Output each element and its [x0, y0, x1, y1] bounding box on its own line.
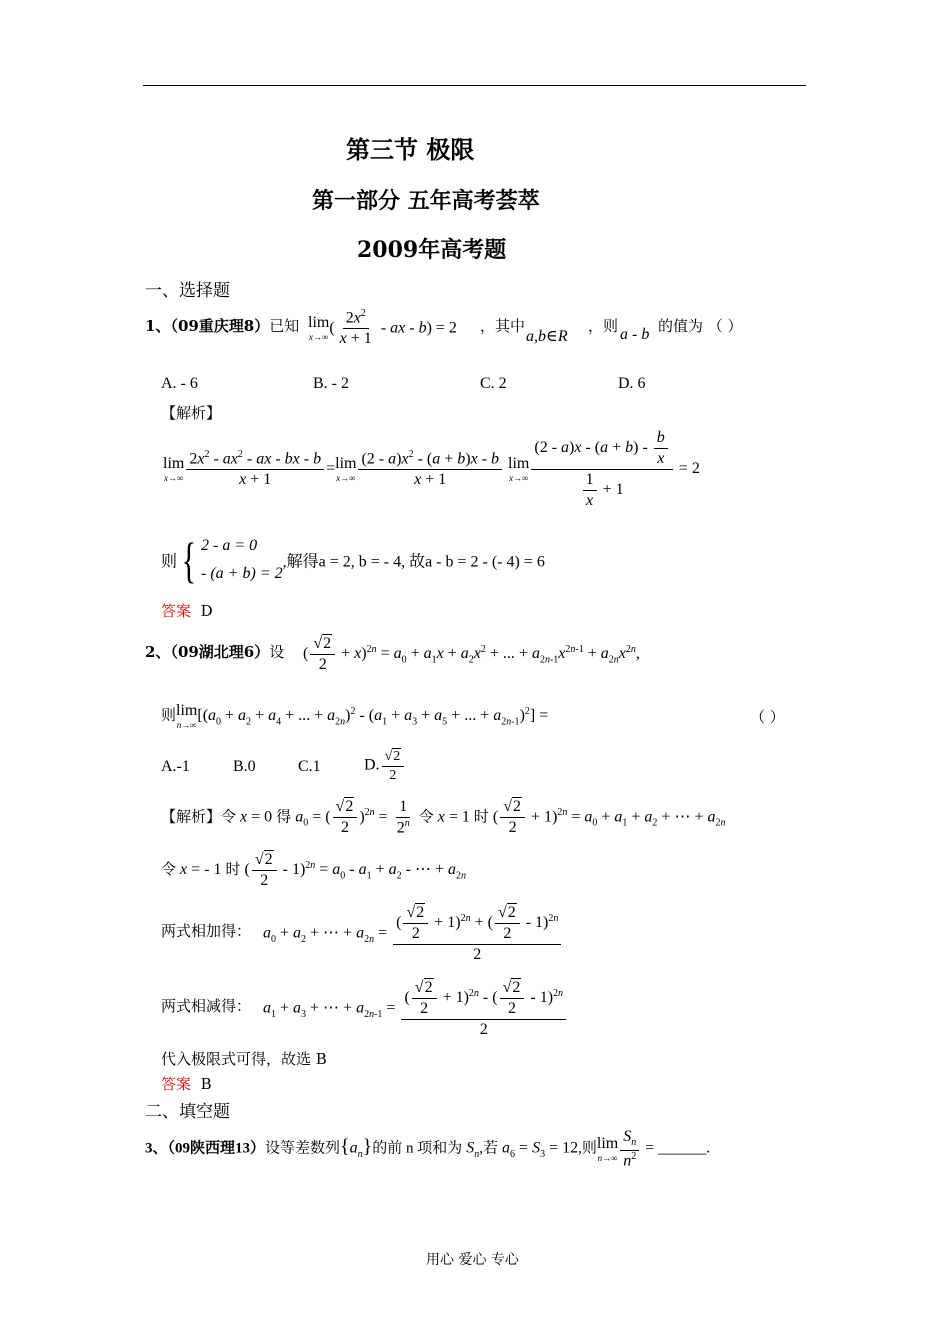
q2-answer-label: 答案 [161, 1075, 192, 1093]
q1-system: 则{ 2 - a = 0 - (a + b) = 2 ,解得a = 2, b = - 4, 故a - b = 2 - (- 4) = 6 [161, 532, 545, 588]
q2-analysis-line1: 【解析】令 x = 0 得 $a_0$ = ( $\frac{√2}{2}$ )$^{2n}$ = $\frac{1}{2^n}$ 令 x = 1 时 ( $\frac{√2}{2}$ + $1)^{2n} = a_0 + a_1 + a_2$ + ⋯ + $a_{2n}$ [161, 798, 726, 837]
page-title: 第三节 极限 [346, 135, 475, 164]
q1-solve: ,解得a = 2, b = - 4, 故a - b = 2 - (- 4) = 6 [282, 553, 545, 571]
year-title: 2009年高考题 [357, 237, 507, 263]
q2-paren: （ ） [750, 708, 785, 726]
section-fill-heading: 二、填空题 [145, 1102, 230, 1122]
q2-option-b: B.0 [233, 758, 256, 775]
q2-sub-label: 两式相减得： [161, 997, 252, 1015]
q2-answer [161, 1073, 212, 1094]
q2-pre: 设 [269, 643, 285, 661]
q1-option-b: B. - 2 [313, 375, 349, 392]
q1-source: （09重庆理8） [170, 317, 270, 335]
q2-stem [145, 641, 284, 662]
q2-option-c: C.1 [298, 758, 321, 775]
q2-conclusion: 代入极限式可得，故选 B [161, 1050, 327, 1068]
q1-stem [145, 315, 299, 336]
q1-limit-expression: lim x→∞ ( $\frac{2x^2}{x + 1}$ - ax - b) = 2 [308, 308, 457, 348]
q2-option-d-label: D. [364, 756, 380, 774]
q1-answer-value: D [200, 602, 213, 620]
q1-system-eq2: - (a + b) = 2 [201, 565, 283, 582]
q2-option-a: A.-1 [161, 758, 190, 775]
q1-number: 1、 [145, 317, 171, 335]
q1-option-c: C. 2 [480, 375, 507, 392]
q1-option-d: D. 6 [618, 375, 646, 392]
q2-source: （09湖北理6） [170, 643, 270, 661]
q1-condition: a,b∈R [526, 328, 568, 345]
q1-analysis-label: 【解析】 [161, 404, 222, 422]
q1-answer-label: 答案 [161, 602, 192, 620]
q1-option-a: A. - 6 [161, 375, 198, 392]
q1-mid: ，其中 [480, 317, 526, 335]
q2-expansion: ( $\frac{√2}{2}$ + $x)^{2n} = a_0 + a_1x + a_2x^2$ + ... + $a_{2n-1}x^{2n-1} + a_{2n}x^{2n}$, [303, 635, 640, 673]
q3-stem: 3、（09陕西理13）设等差数列$\{a_n\}$的前 n 项和为 $S_n$,若 $a_6 = S_3 = 12$,则 lim n→∞ $\frac{S_n}{n^2}$ = ______. [145, 1128, 711, 1170]
q1-answer [161, 600, 213, 621]
q1-step-prefix: 则 [161, 553, 178, 571]
q2-add-equation: $a_0 + a_2$ + ⋯ + $a_{2n}$ = ( $\frac{√2}{2}$ + 1)$^{2n}$ + ( $\frac{√2}{2}$ - 1)$^{2n}$ 2 [263, 903, 563, 965]
q2-option-d: D. $\frac{√2}{2}$ [364, 748, 406, 784]
q2-analysis-label: 【解析】 [161, 809, 222, 826]
q3-source: （09陕西理13） [167, 1140, 266, 1157]
q1-tail: 的值为 （ ） [658, 317, 743, 335]
q2-answer-value: B [200, 1075, 212, 1093]
q1-pre: 已知 [269, 317, 300, 335]
header-rule [143, 85, 806, 86]
q2-number: 2、 [145, 643, 171, 661]
section-choice-heading: 一、选择题 [145, 281, 230, 301]
q2-add-label: 两式相加得： [161, 922, 252, 940]
q2-then: 则 [161, 708, 177, 725]
q2-limit: 则 lim n→∞ [($a_0 + a_2 + a_4$ + ... + $a_{2n})^2 - (a_1 + a_3 + a_5$ + ... + $a_{2n-1})^2$] = [161, 702, 549, 730]
q1-analysis-equation: lim x→∞ $\frac{2x^2 - ax^2 - ax - bx - b}{x + 1}$ = lim x→∞ $\frac{(2 - a)x^2 - (a + b)x - b}{x + 1}$ lim x→∞ (2 - a)x - (a + b) - $\frac{b}{x}$ $\frac{1}{x}$ + 1 = 2 [163, 429, 700, 509]
q2-sub-equation: $a_1 + a_3$ + ⋯ + $a_{2n-1}$ = ( $\frac{√2}{2}$ + 1)$^{2n}$ - ( $\frac{√2}{2}$ - 1)$^{2n}$ 2 [263, 978, 568, 1040]
q3-blank: ______. [658, 1139, 711, 1157]
q1-system-eq1: 2 - a = 0 [201, 537, 258, 554]
q3-number: 3、 [145, 1140, 168, 1157]
q1-expr: a - b [620, 326, 650, 343]
q2-analysis-line2: 令 x = - 1 时 ( $\frac{√2}{2}$ - $1)^{2n} = a_0 - a_1 + a_2$ - ⋯ + $a_{2n}$ [161, 851, 467, 889]
page-subtitle: 第一部分 五年高考荟萃 [312, 188, 540, 214]
page-footer: 用心 爱心 专心 [426, 1252, 519, 1268]
q1-then: ，则 [588, 317, 619, 335]
